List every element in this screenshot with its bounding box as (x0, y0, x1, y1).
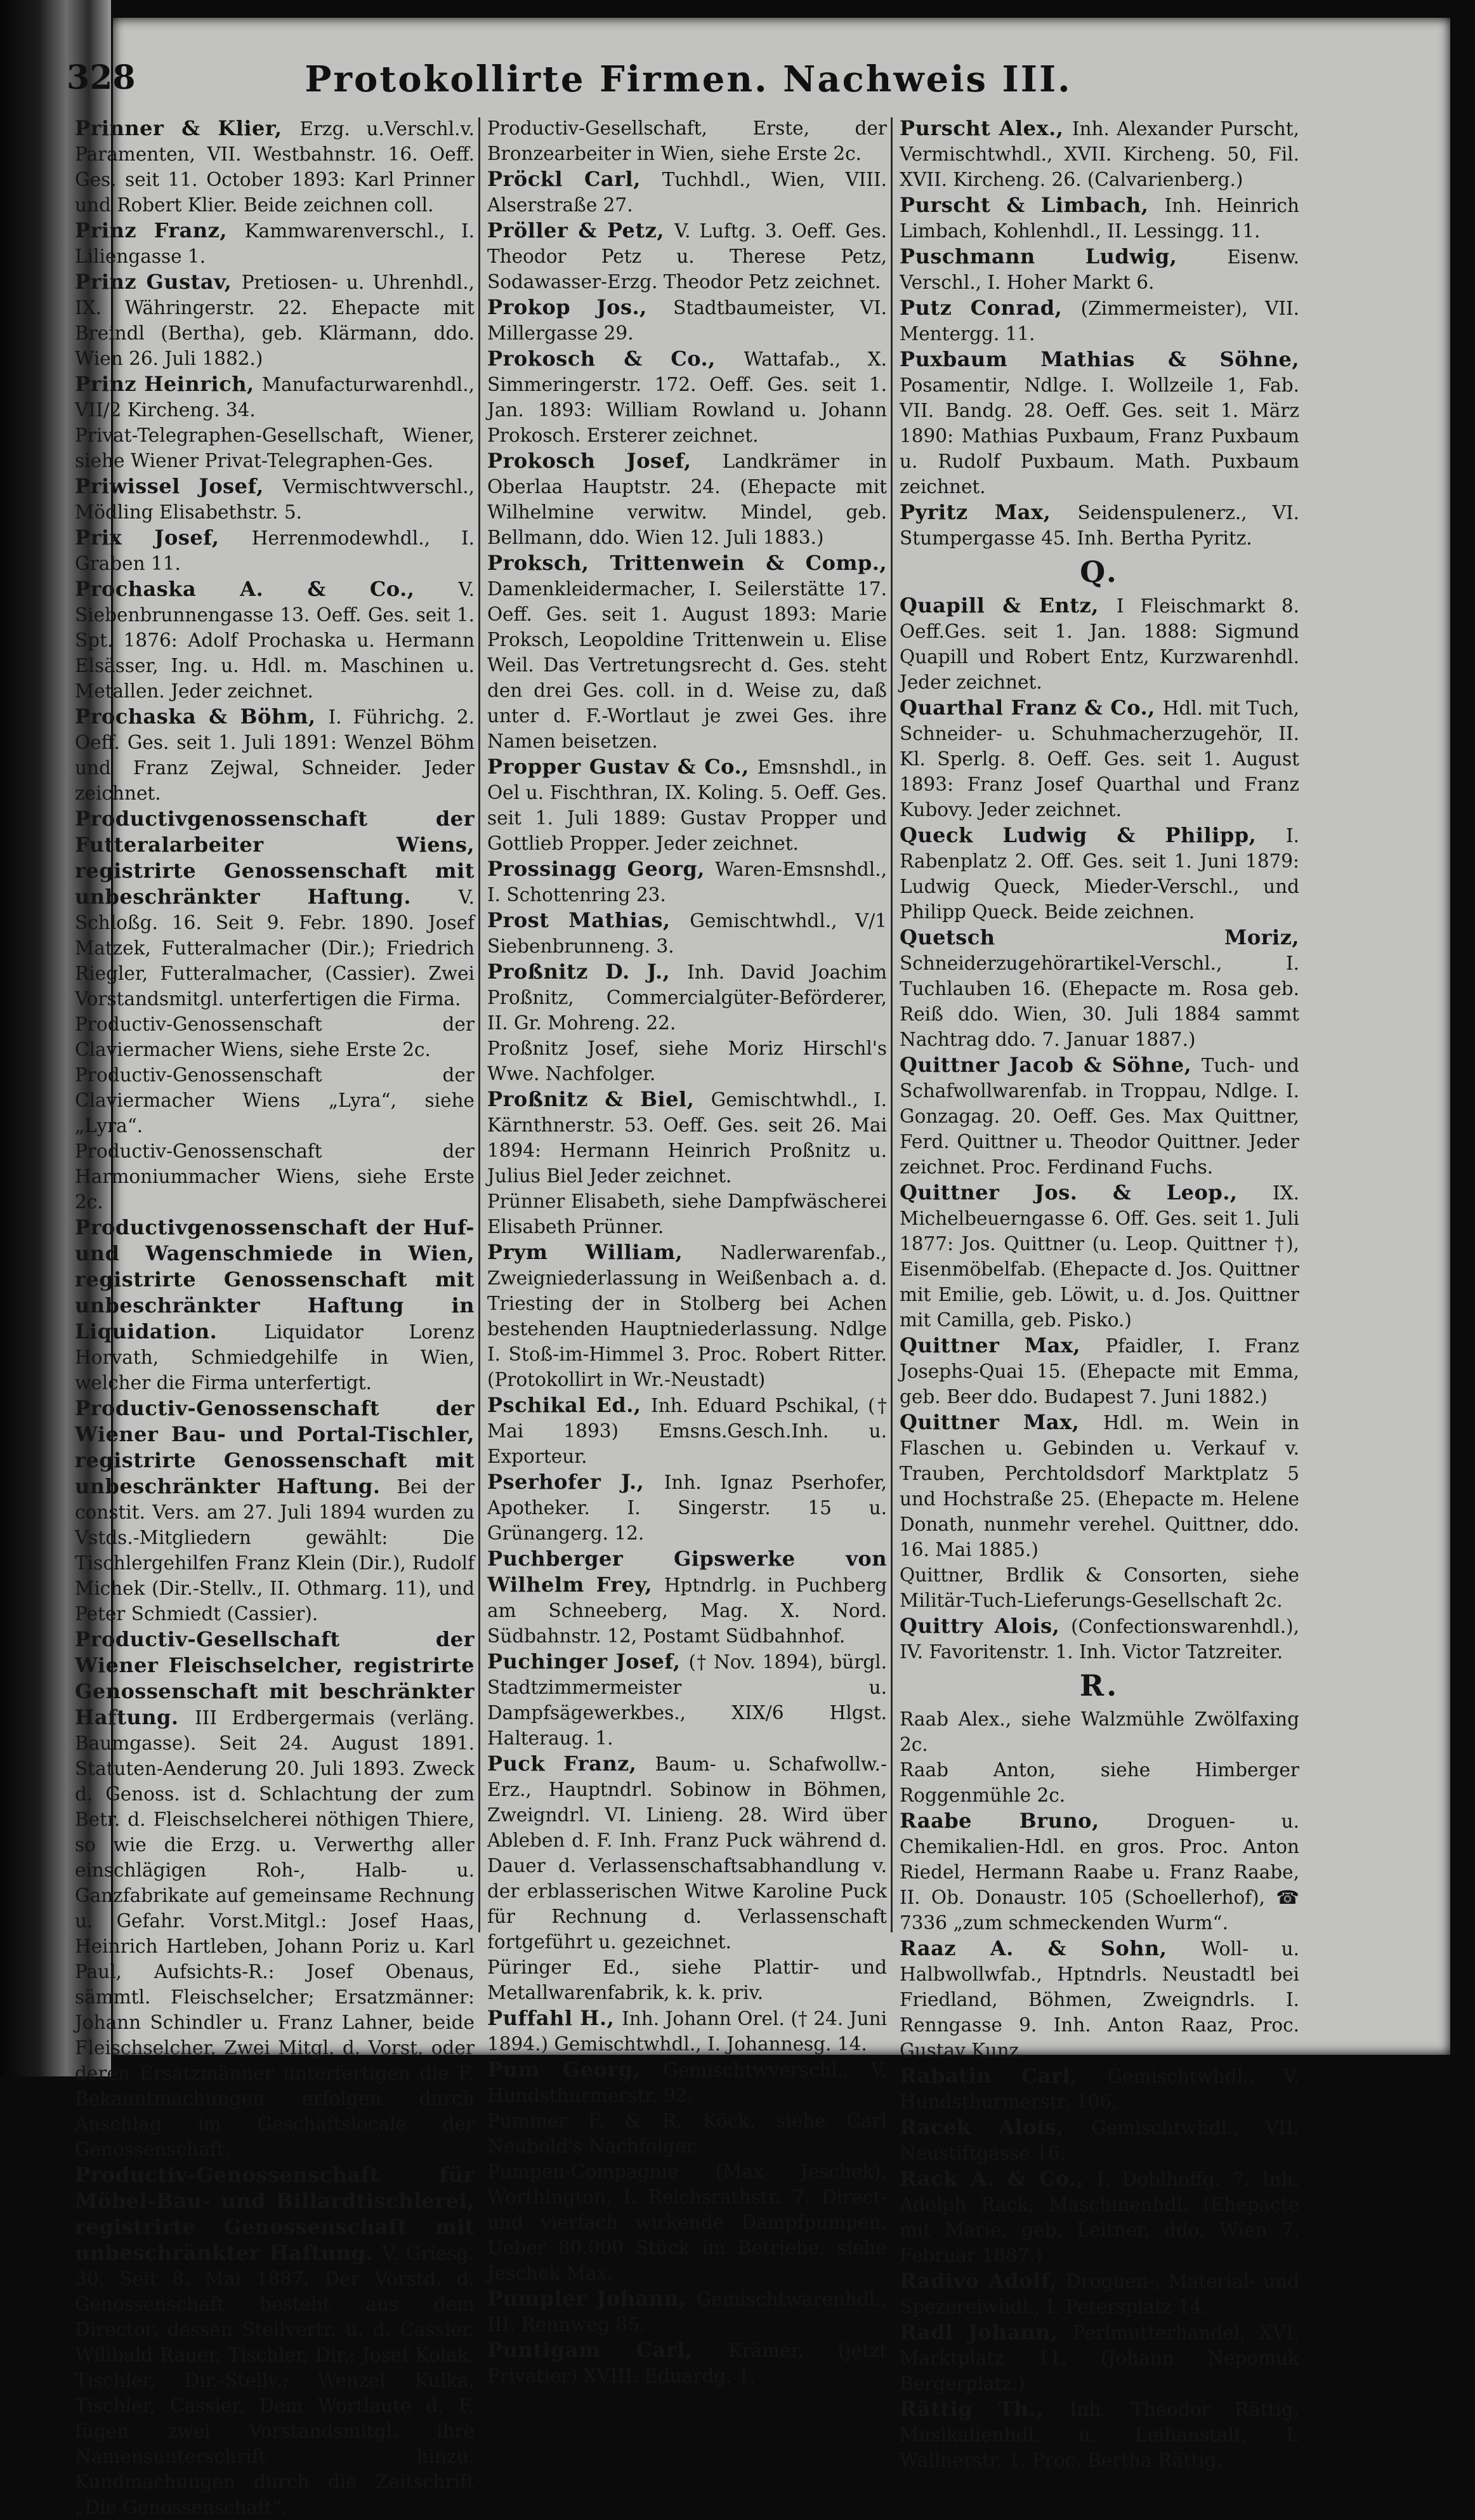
firm-name: Quittner Jacob & Söhne, (900, 1053, 1202, 1077)
firm-name: Putz Conrad, (900, 296, 1081, 320)
directory-entry (900, 1409, 1299, 1562)
entry-details: Landkrämer in Oberlaa Hauptstr. 24. (Ehepacte mit Wilhelmine verwitw. Mindel, geb. Bellmann, ddo. Wien 12. Juli 1883.) (487, 451, 887, 548)
directory-entry (900, 2166, 1299, 2268)
firm-name: Pröller & Petz, (487, 218, 675, 242)
firm-name: Quittry Alois, (900, 1614, 1072, 1638)
entry-details: Kammwarenverschl., I. Liliengasse 1. (75, 220, 475, 267)
directory-entry (900, 1052, 1299, 1180)
entry-details: Bei der constit. Vers. am 27. Juli 1894 wurden zu Vstds.-Mitgliedern gewählt: Die Tischlergehilfen Franz Klein (Dir.), Rudolf Michek (Dir.-Stellv., II. Othmarg. 11), und Peter Schmiedt (Cassier). (75, 1476, 475, 1625)
directory-entry (487, 166, 887, 218)
entry-details: Inh. David Joachim Proßnitz, Commercialgüter-Beförderer, II. Gr. Mohreng. 22. (487, 961, 887, 1034)
firm-name: Prinz Franz, (75, 218, 245, 242)
entry-details: V. Griesg. 30. Seit 8. Mai 1887. Der Vorstd. d. Genossenschaft besteht aus dem Director, dessen Stellvertr. u. d. Cassier. Wilibald Rauer, Tischler, Dir.; Josef Kolak, Tischler, Dir.-Stellv.; Wenzel Kulka, Tischler, Cassier. Dem Wortlaute d. F. fügen zwei Vorstandsmitgl. ihre Namensunterschrift hinzu. Kundmachungen durch die Zeitschrift „Die Genossenschaft“. (75, 2243, 475, 2518)
directory-entry (75, 2162, 475, 2520)
firm-name: Productivgenossenschaft der Futteralarbeiter Wiens, registrirte Genossenschaft mit unbeschränkter Haftung. (75, 807, 475, 909)
entry-details: Productiv-Genossenschaft der Harmoniummacher Wiens, siehe Erste 2c. (75, 1140, 475, 1213)
entry-details: Krämer, (jetzt Privatier) XVIII. Eduardg. 1. (487, 2340, 887, 2387)
section-letter: Q. (1080, 555, 1119, 589)
entry-details: Productiv-Genossenschaft der Claviermacher Wiens, siehe Erste 2c. (75, 1013, 475, 1060)
firm-name: Purscht Alex., (900, 116, 1072, 140)
directory-entry (487, 294, 887, 346)
entry-details: V. Schloßg. 16. Seit 9. Febr. 1890. Josef Matzek, Futteralmacher (Dir.); Friedrich Riegler, Futteralmacher, (Cassier). Zwei Vorstandsmitgl. unterfertigen die Firma. (75, 887, 475, 1010)
directory-entry (487, 1392, 887, 1469)
entry-details: Inh. Theodor Rättig, Musikalienhdl. u. Leihanstalt, I. Wallnerstr. 1. Proc. Bertha Rättig. (900, 2399, 1300, 2471)
firm-name: Productiv-Genossenschaft der Wiener Bau- und Portal-Tischler, registrirte Genossenschaft mit unbeschränkter Haftung. (75, 1396, 475, 1498)
entry-details: Hptndrlg. in Puchberg am Schneeberg, Mag. X. Nord. Südbahnstr. 12, Postamt Südbahnhof. (487, 1574, 887, 1647)
entry-details: Droguen- u. Chemikalien-Hdl. en gros. Proc. Anton Riedel, Hermann Raabe u. Franz Raabe, II. Ob. Donaustr. 105 (Schoellerhof), ☎ 7336 „zum schmeckenden Wurm“. (900, 1811, 1299, 1934)
directory-entry (900, 295, 1299, 346)
directory-entry (75, 576, 475, 704)
entry-details: Liquidator Lorenz Horvath, Schmiedgehilfe in Wien, welcher die Firma unterfertigt. (75, 1321, 475, 1394)
firm-name: Radivo Adolf, (900, 2269, 1066, 2293)
column-middle (487, 115, 888, 2387)
page-number: 328 (67, 58, 136, 97)
entry-details: Gemischtwverschl., V. Hundsthurmerstr. 92. (487, 2059, 887, 2106)
directory-entry (75, 473, 475, 525)
directory-entry (900, 925, 1299, 1052)
firm-name: Radl Johann, (900, 2320, 1073, 2344)
directory-entry (487, 1086, 887, 1189)
entry-details: Emsnshdl., in Oel u. Fischthran, IX. Koling. 5. Oeff. Ges. seit 1. Juli 1889: Gustav Propper und Gottlieb Propper. Jeder zeichnet. (487, 756, 888, 854)
firm-name: Prinz Gustav, (75, 270, 242, 294)
directory-entry (487, 2057, 887, 2108)
firm-name: Quarthal Franz & Co., (900, 696, 1163, 720)
firm-name: Proßnitz D. J., (487, 960, 688, 984)
entry-details: V. Luftg. 3. Oeff. Ges. Theodor Petz u. Therese Petz, Sodawasser-Erzg. Theodor Petz zeichnet. (487, 220, 887, 293)
page-header (67, 58, 1310, 115)
firm-name: Puchinger Josef, (487, 1649, 689, 1673)
entry-details: I. Führichg. 2. Oeff. Ges. seit 1. Juli 1891: Wenzel Böhm und Franz Zejwal, Schneider. Jeder zeichnet. (75, 706, 475, 804)
directory-entry (487, 2108, 887, 2159)
firm-name: Prokosch & Co., (487, 346, 744, 371)
firm-name: Puck Franz, (487, 1751, 655, 1776)
entry-details: Inh. Eduard Pschikal, († Mai 1893) Emsns.Gesch.Inh. u. Exporteur. (487, 1395, 887, 1467)
firm-name: Proksch, Trittenwein & Comp., (487, 551, 887, 575)
firm-name: Puffahl H., (487, 2006, 622, 2030)
directory-entry (487, 115, 887, 166)
directory-entry (75, 1215, 475, 1395)
directory-entry (75, 1012, 475, 1062)
firm-name: Prinz Heinrich, (75, 372, 262, 396)
firm-name: Productiv-Gesellschaft der Wiener Fleischselcher, registrirte Genossenschaft mit beschränkter Haftung. (75, 1627, 475, 1729)
directory-entry (900, 695, 1299, 822)
firm-name: Prinner & Klier, (75, 116, 300, 140)
entry-details: Gemischtwhdl., I. Kärnthnerstr. 53. Oeff. Ges. seit 26. Mai 1894: Hermann Heinrich Proßnitz u. Julius Biel Jeder zeichnet. (487, 1089, 887, 1187)
directory-entry (75, 371, 475, 423)
entry-details: I. Rabenplatz 2. Off. Ges. seit 1. Juni 1879: Ludwig Queck, Mieder-Verschl., und Philipp Queck. Beide zeichnen. (900, 825, 1299, 923)
directory-entry (75, 1138, 475, 1215)
directory-entry (900, 593, 1299, 695)
directory-entry (900, 2114, 1299, 2166)
firm-name: Priwissel Josef, (75, 474, 283, 498)
directory-entry (75, 525, 475, 576)
entry-details: Pumpen-Compagnie (Max Jeschek), Worthington, I. Reichsrathstr. 7. Direct- und vierfach wirkende Dampfpumpen. Ueber 80.000 Stück im Betriebe, siehe Jeschek Max. (487, 2161, 887, 2284)
directory-entry (487, 1546, 887, 1649)
entry-details: († Nov. 1894), bürgl. Stadtzimmermeister u. Dampfsägewerkbes., XIX/6 Hlgst. Halteraug. 1. (487, 1651, 887, 1749)
directory-entry (75, 423, 475, 473)
entry-details: Raab Anton, siehe Himberger Roggenmühle 2c. (900, 1759, 1299, 1806)
firm-name: Productivgenossenschaft der Huf- und Wagenschmiede in Wien, registrirte Genossenschaft mit unbeschränkter Haftung in Liquidation. (75, 1215, 475, 1343)
directory-entry (75, 806, 475, 1012)
firm-name: Prochaska A. & Co., (75, 577, 459, 601)
entry-details: Productiv-Genossenschaft der Claviermacher Wiens „Lyra“, siehe „Lyra“. (75, 1064, 475, 1137)
firm-name: Prost Mathias, (487, 908, 690, 932)
directory-entry (487, 907, 887, 959)
directory-entry (487, 2005, 887, 2057)
firm-name: Quittner Max, (900, 1410, 1103, 1434)
entry-details: Inh. Ignaz Pserhofer, Apotheker. I. Singerstr. 15 u. Grünangerg. 12. (487, 1472, 887, 1544)
entry-details: Posamentir, Ndlge. I. Wollzeile 1, Fab. VII. Bandg. 28. Oeff. Ges. seit 1. März 1890: Mathias Puxbaum, Franz Puxbaum u. Rudolf Puxbaum. Math. Puxbaum zeichnet. (900, 374, 1299, 498)
directory-entry (75, 1062, 475, 1138)
firm-name: Racek Alois, (900, 2115, 1092, 2139)
directory-entry (900, 346, 1299, 499)
firm-name: Productiv-Genossenschaft für Möbel-Bau- und Billardtischlerei, registrirte Genossenschaft mit unbeschränkter Haftung. (75, 2163, 475, 2265)
entry-details: Waren-Emsnshdl., I. Schottenring 23. (487, 859, 887, 906)
entry-details: Tuch- und Schafwollwarenfab. in Troppau, Ndlge. I. Gonzagag. 20. Oeff. Ges. Max Quittner, Ferd. Quittner u. Theodor Quittner. Jeder zeichnet. Proc. Ferdinand Fuchs. (900, 1055, 1299, 1178)
entry-details: Pfaidler, I. Franz Josephs-Quai 15. (Ehepacte mit Emma, geb. Beer ddo. Budapest 7. Juni 1882.) (900, 1335, 1299, 1408)
directory-entry (900, 1333, 1299, 1409)
entry-details: Baum- u. Schafwollw.-Erz., Hauptndrl. Sobinow in Böhmen, Zweigndrl. VI. Linieng. 28. Wird über Ableben d. F. Inh. Franz Puck während d. Dauer d. Verlassenschaftsabhandlung v. der erblasserischen Witwe Karoline Puck für Rechnung d. Verlassenschaft fortgeführt u. gezeichnet. (487, 1753, 887, 1953)
directory-entry (487, 959, 887, 1036)
directory-entry (75, 218, 475, 269)
directory-entry (487, 1649, 887, 1751)
directory-entry (900, 499, 1299, 551)
entry-details: Stadtbaumeister, VI. Millergasse 29. (487, 297, 887, 344)
entry-details: Quittner, Brdlik & Consorten, siehe Militär-Tuch-Lieferungs-Gesellschaft 2c. (900, 1564, 1299, 1611)
entry-details: Püringer Ed., siehe Plattir- und Metallwarenfabrik, k. k. priv. (487, 1956, 887, 2003)
entry-details: Gemischtwhdl., V/1 Siebenbrunneng. 3. (487, 910, 887, 957)
firm-name: Quetsch Moriz, (900, 925, 1299, 949)
directory-entry (900, 192, 1299, 244)
directory-entry (487, 1036, 887, 1086)
directory-entry (900, 2063, 1299, 2114)
entry-details: Raab Alex., siehe Walzmühle Zwölfaxing 2c. (900, 1708, 1299, 1755)
entry-details: Herrenmodewhdl., I. Graben 11. (75, 527, 475, 574)
directory-entry (75, 115, 475, 218)
entry-details: IX. Michelbeuerngasse 6. Off. Ges. seit 1. Juli 1877: Jos. Quittner (u. Leop. Quittner †), Eisenmöbelfab. (Ehepacte d. Jos. Quittner mit Emilie, geb. Löwit, u. d. Jos. Quittner mit Camilla, geb. Pisko.) (900, 1182, 1299, 1331)
directory-entry (487, 346, 887, 448)
entry-details: Eisenw. Verschl., I. Hoher Markt 6. (900, 246, 1299, 293)
directory-entry (900, 1613, 1299, 1665)
firm-name: Pröckl Carl, (487, 167, 662, 191)
directory-entry (75, 269, 475, 371)
column-right (900, 115, 1300, 2471)
directory-entry (487, 1751, 887, 1955)
directory-entry (487, 1189, 887, 1239)
entry-details: Inh. Heinrich Limbach, Kohlenhdl., II. Lessingg. 11. (900, 195, 1299, 242)
entry-details: (Zimmermeister), VII. Mentergg. 11. (900, 298, 1299, 345)
directory-entry (75, 1626, 475, 2162)
entry-details: Gemischtwhdl., VII. Neustiftgasse 16. (900, 2117, 1299, 2164)
directory-entry (900, 2396, 1299, 2473)
entry-details: Droguen-, Material- und Spezereiwhdl., I. Petersplatz 14. (900, 2271, 1299, 2318)
column-left (75, 115, 475, 2518)
section-letter: R. (1079, 1668, 1120, 1703)
entry-details: Perlmutterhandel, XVI. Marktplatz 11. (Johann Nepomuk Bergerplatz.) (900, 2322, 1299, 2394)
firm-name: Quittner Max, (900, 1333, 1106, 1357)
firm-name: Proßnitz & Biel, (487, 1087, 711, 1111)
directory-entry (900, 1757, 1299, 1808)
directory-entry (487, 550, 887, 754)
entry-details: Pretiosen- u. Uhrenhdl., IX. Währingerstr. 22. Ehepacte mit Breindl (Bertha), geb. Klärmann, ddo. Wien 26. Juli 1882.) (75, 272, 475, 369)
firm-name: Prossinagg Georg, (487, 857, 716, 881)
entry-details: Inh. Johann Orel. († 24. Juni 1894.) Gemischtwhdl., I. Johannesg. 14. (487, 2008, 888, 2055)
firm-name: Propper Gustav & Co., (487, 755, 757, 779)
directory-entry (487, 1239, 887, 1392)
column-divider (478, 117, 480, 1932)
directory-entry (487, 754, 887, 856)
entry-details: V. Siebenbrunnengasse 13. Oeff. Ges. seit 1. Spt. 1876: Adolf Prochaska u. Hermann Elsässer, Ing. u. Hdl. m. Maschinen u. Metallen. Jeder zeichnet. (75, 579, 475, 702)
entry-details: Schneiderzugehörartikel-Verschl., I. Tuchlauben 16. (Ehepacte m. Rosa geb. Reiß ddo. Wien, 30. Juli 1884 sammt Nachtrag ddo. 7. Januar 1887.) (900, 953, 1299, 1050)
firm-name: Pserhofer J., (487, 1470, 664, 1494)
entry-details: Manufacturwarenhdl., VII/2 Kircheng. 34. (75, 374, 475, 421)
directory-entry (900, 1936, 1299, 2063)
firm-name: Pyritz Max, (900, 500, 1078, 524)
directory-entry (900, 1706, 1299, 1757)
entry-details: (Confectionswarenhdl.), IV. Favoritenstr. 1. Inh. Victor Tatzreiter. (900, 1616, 1299, 1663)
directory-entry (487, 1469, 887, 1546)
directory-entry (900, 1180, 1299, 1333)
entry-details: Wattafab., X. Simmeringerstr. 172. Oeff. Ges. seit 1. Jan. 1893: William Rowland u. Johann Prokosch. Ersterer zeichnet. (487, 348, 887, 446)
firm-name: Quapill & Entz, (900, 593, 1117, 617)
directory-entry (900, 1562, 1299, 1613)
firm-name: Pschikal Ed., (487, 1393, 651, 1417)
firm-name: Puntigam Carl, (487, 2338, 728, 2362)
firm-name: Rättig Th., (900, 2397, 1070, 2421)
firm-name: Raaz A. & Sohn, (900, 1936, 1202, 1960)
firm-name: Prix Josef, (75, 525, 252, 550)
directory-entry (75, 704, 475, 806)
directory-entry (900, 244, 1299, 295)
firm-name: Rack A. & Co., (900, 2167, 1098, 2191)
directory-entry (487, 2286, 887, 2337)
firm-name: Puchberger Gipswerke von Wilhelm Frey, (487, 1547, 887, 1597)
directory-entry (487, 1955, 887, 2005)
entry-details: Erzg. u.Verschl.v. Paramenten, VII. Westbahnstr. 16. Oeff. Ges. seit 11. October 1893: Karl Prinner und Robert Klier. Beide zeichnen coll. (75, 118, 475, 216)
firm-name: Raabe Bruno, (900, 1809, 1147, 1833)
firm-name: Rabatin Carl, (900, 2064, 1108, 2088)
firm-name: Puschmann Ludwig, (900, 244, 1228, 268)
directory-entry (487, 2159, 887, 2286)
entry-details: Proßnitz Josef, siehe Moriz Hirschl's Wwe. Nachfolger. (487, 1038, 887, 1085)
directory-entry (487, 448, 887, 550)
running-title: Protokollirte Firmen. Nachweis III. (305, 58, 1072, 100)
directory-entry (487, 218, 887, 294)
directory-entry (900, 2319, 1299, 2396)
firm-name: Pumpler Johann, (487, 2286, 697, 2311)
directory-entry (900, 1808, 1299, 1936)
entry-details: I Fleischmarkt 8. Oeff.Ges. seit 1. Jan. 1888: Sigmund Quapill und Robert Entz, Kurzwarenhdl. Jeder zeichnet. (900, 595, 1300, 693)
entry-details: Damenkleidermacher, I. Seilerstätte 17. Oeff. Ges. seit 1. August 1893: Marie Proksch, Leopoldine Trittenwein u. Elise Weil. Das Vertretungsrecht d. Ges. steht den drei Ges. coll. in d. Weise zu, daß unter d. F.-Wortlaut je zwei Ges. ihre Namen beisetzen. (487, 578, 887, 752)
directory-entry (75, 1395, 475, 1626)
entry-details: III Erdbergermais (verläng. Baumgasse). Seit 24. August 1891. Statuten-Aenderung 20. Juli 1893. Zweck d. Genoss. ist d. Schlachtung der zum Betr. d. Fleischselcherei nöthigen Thiere, so wie die Erzg. u. Verwerthg aller einschlägigen Roh-, Halb- u. Ganzfabrikate auf gemeinsame Rechnung u. Gefahr. Vorst.Mitgl.: Josef Haas, Heinrich Hartleben, Johann Poriz u. Karl Paul, Aufsichts-R.: Josef Obenaus, sämmtl. Fleischselcher; Ersatzmänner: Johann Schindler u. Franz Lahner, beide Fleischselcher. Zwei Mitgl. d. Vorst. oder deren Ersatzmänner unterfertigen die F. Bekanntmachungen erfolgen durch Anschlag im Geschäftslocale der Genossenschaft. (75, 1707, 475, 2160)
firm-name: Prokosch Josef, (487, 449, 723, 473)
entry-details: Pummer F. & R. Köck, siehe Carl Neubold's Nachfolger. (487, 2110, 887, 2157)
firm-name: Quittner Jos. & Leop., (900, 1180, 1273, 1204)
entry-details: Tuchhdl., Wien, VIII. Alserstraße 27. (487, 169, 887, 216)
entry-details: Privat-Telegraphen-Gesellschaft, Wiener, siehe Wiener Privat-Telegraphen-Ges. (75, 425, 475, 472)
entry-details: Nadlerwarenfab., Zweigniederlassung in Weißenbach a. d. Triesting der in Stolberg bei Achen bestehenden Hauptniederlassung. Ndlge I. Stoß-im-Himmel 3. Proc. Robert Ritter. (Protokollirt in Wr.-Neustadt) (487, 1242, 887, 1390)
directory-entry (900, 2268, 1299, 2319)
entry-details: Gemischtwarenhdl., III. Rennweg 85. (487, 2288, 887, 2335)
entry-details: Vermischtwverschl., Mödling Elisabethstr. 5. (75, 476, 475, 523)
firm-name: Prym William, (487, 1240, 721, 1264)
entry-details: Prünner Elisabeth, siehe Dampfwäscherei Elisabeth Prünner. (487, 1191, 887, 1237)
entry-details: I. Doblhoffg. 7. Inh. Adolph Rack, Maschinenhdl. (Ehepacte mit Marie, geb. Leitner, ddo. Wien 7. Februar 1887.) (900, 2168, 1299, 2266)
entry-details: Hdl. m. Wein in Flaschen u. Gebinden u. Verkauf v. Trauben, Perchtoldsdorf Marktplatz 5 und Hochstraße 25. (Ehepacte m. Helene Donath, nunmehr verehel. Quittner, ddo. 16. Mai 1885.) (900, 1412, 1299, 1560)
firm-name: Puxbaum Mathias & Söhne, (900, 347, 1299, 371)
entry-details: Gemischtwhdl., V. Hundsthurmerstr. 106. (900, 2066, 1300, 2113)
entry-details: Woll- u. Halbwollwfab., Hptndrls. Neustadtl bei Friedland, Böhmen, Zweigndrls. I. Renngasse 9. Inh. Anton Raaz, Proc. Gustav Kunz. (900, 1938, 1300, 2061)
firm-name: Pum Georg, (487, 2057, 664, 2081)
firm-name: Queck Ludwig & Philipp, (900, 823, 1286, 847)
entry-details: Inh. Alexander Purscht, Vermischtwhdl., XVII. Kircheng. 50, Fil. XVII. Kircheng. 26. (Calvarienberg.) (900, 118, 1299, 190)
column-divider (891, 117, 893, 1932)
entry-details: Hdl. mit Tuch, Schneider- u. Schuhmacherzugehör, II. Kl. Sperlg. 8. Oeff. Ges. seit 1. August 1893: Franz Josef Quarthal und Franz Kubovy. Jeder zeichnet. (900, 697, 1300, 821)
firm-name: Purscht & Limbach, (900, 193, 1165, 217)
directory-entry (900, 115, 1299, 192)
entry-details: Seidenspulenerz., VI. Stumpergasse 45. Inh. Bertha Pyritz. (900, 502, 1299, 549)
entry-details: Productiv-Gesellschaft, Erste, der Bronzearbeiter in Wien, siehe Erste 2c. (487, 117, 887, 164)
directory-entry (487, 856, 887, 907)
firm-name: Prochaska & Böhm, (75, 704, 329, 729)
firm-name: Prokop Jos., (487, 295, 674, 319)
directory-entry (900, 822, 1299, 925)
directory-entry (487, 2337, 887, 2389)
